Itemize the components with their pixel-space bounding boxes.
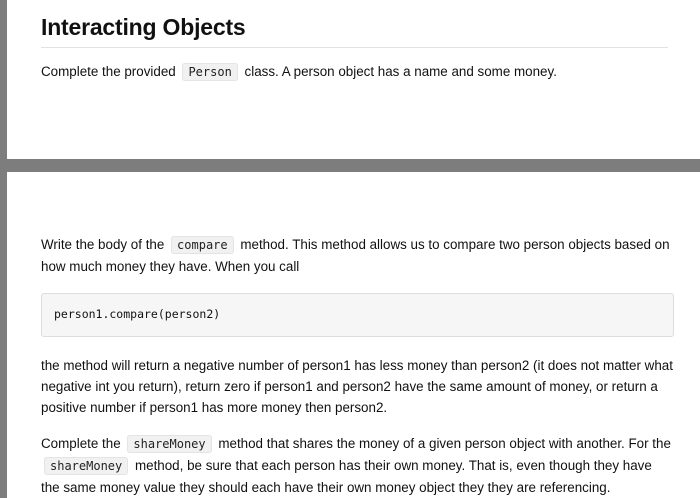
return-paragraph: the method will return a negative number of person1 has less money than person2 (it does not matter what negative int you return), return zero if person1 and person2 have the same amount of money, or return a positive number if person1 has more money then person2. bbox=[41, 358, 673, 415]
bottom-panel bbox=[7, 172, 700, 498]
sharemoney-method-code: shareMoney bbox=[127, 435, 211, 453]
share-paragraph bbox=[41, 433, 674, 498]
intro-text-before: Complete the provided bbox=[41, 64, 180, 79]
share-text-after: method, be sure that each person has their own money. That is, even though they have the same money value they should each have their own money object they they are referencing. bbox=[41, 458, 652, 495]
share-text-middle: method that shares the money of a given person object with another. For the bbox=[214, 436, 671, 451]
compare-method-code: compare bbox=[171, 236, 234, 254]
compare-text-after: method. This method allows us to compare two person objects based on how much money they have. When you call bbox=[41, 237, 670, 274]
sharemoney-method-code-2: shareMoney bbox=[44, 457, 128, 475]
share-text-before: Complete the bbox=[41, 436, 125, 451]
top-panel bbox=[7, 0, 700, 159]
compare-paragraph bbox=[41, 234, 674, 277]
compare-text-before: Write the body of the bbox=[41, 237, 169, 252]
person-class-code: Person bbox=[182, 63, 237, 81]
code-example-block bbox=[41, 293, 674, 337]
code-example-text: person1.compare(person2) bbox=[54, 307, 221, 321]
intro-paragraph bbox=[41, 61, 668, 83]
intro-text-after: class. A person object has a name and some money. bbox=[240, 64, 557, 79]
page-title: Interacting Objects bbox=[41, 14, 668, 48]
